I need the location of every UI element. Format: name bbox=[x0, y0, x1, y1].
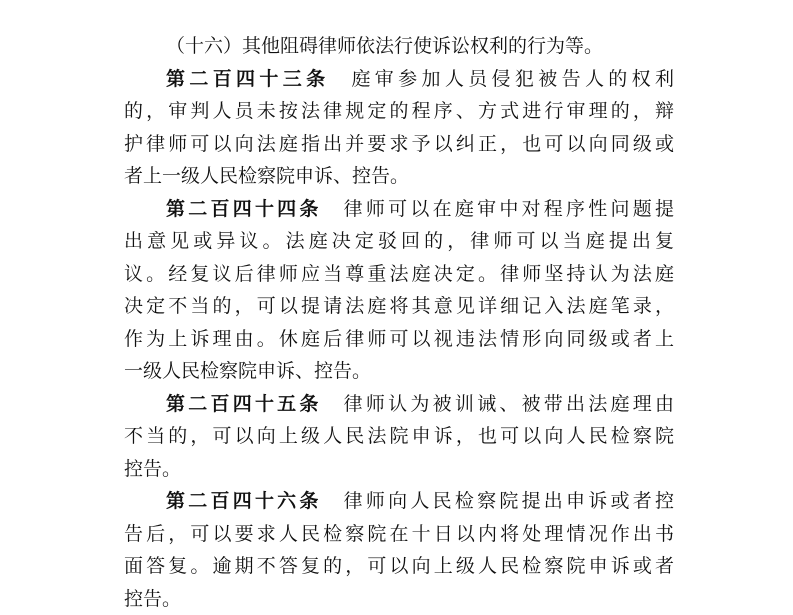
article-title: 第二百四十四条 bbox=[166, 198, 322, 220]
article-line: 的，审判人员未按法律规定的程序、方式进行审理的，辩 bbox=[124, 95, 674, 128]
intro-line: （十六）其他阻碍律师依法行使诉讼权利的行为等。 bbox=[124, 30, 674, 63]
article-line: 不当的，可以向上级人民法院申诉，也可以向人民检察院 bbox=[124, 420, 674, 453]
article-244 bbox=[124, 193, 674, 388]
article-246 bbox=[124, 485, 674, 615]
article-line: 者上一级人民检察院申诉、控告。 bbox=[124, 160, 674, 193]
article-first-line bbox=[124, 63, 674, 96]
article-text: 律师向人民检察院提出申诉或者控 bbox=[344, 490, 674, 512]
document-page bbox=[124, 30, 674, 615]
article-title: 第二百四十五条 bbox=[166, 393, 322, 415]
article-text: 律师可以在庭审中对程序性问题提 bbox=[344, 198, 674, 220]
article-line: 护律师可以向法庭指出并要求予以纠正，也可以向同级或 bbox=[124, 128, 674, 161]
article-first-line bbox=[124, 388, 674, 421]
article-title: 第二百四十三条 bbox=[166, 68, 329, 90]
article-first-line bbox=[124, 193, 674, 226]
article-line: 作为上诉理由。休庭后律师可以视违法情形向同级或者上 bbox=[124, 323, 674, 356]
article-line: 议。经复议后律师应当尊重法庭决定。律师坚持认为法庭 bbox=[124, 258, 674, 291]
article-text: 律师认为被训诫、被带出法庭理由 bbox=[344, 393, 674, 415]
article-line: 决定不当的，可以提请法庭将其意见详细记入法庭笔录， bbox=[124, 290, 674, 323]
article-243 bbox=[124, 63, 674, 193]
article-line: 一级人民检察院申诉、控告。 bbox=[124, 355, 674, 388]
article-text: 庭审参加人员侵犯被告人的权利 bbox=[351, 68, 674, 90]
article-line: 控告。 bbox=[124, 583, 674, 615]
article-line: 面答复。逾期不答复的，可以向上级人民检察院申诉或者 bbox=[124, 550, 674, 583]
article-first-line bbox=[124, 485, 674, 518]
article-line: 出意见或异议。法庭决定驳回的，律师可以当庭提出复 bbox=[124, 225, 674, 258]
article-line: 告后，可以要求人民检察院在十日以内将处理情况作出书 bbox=[124, 518, 674, 551]
article-line: 控告。 bbox=[124, 453, 674, 486]
article-245 bbox=[124, 388, 674, 486]
article-title: 第二百四十六条 bbox=[166, 490, 322, 512]
